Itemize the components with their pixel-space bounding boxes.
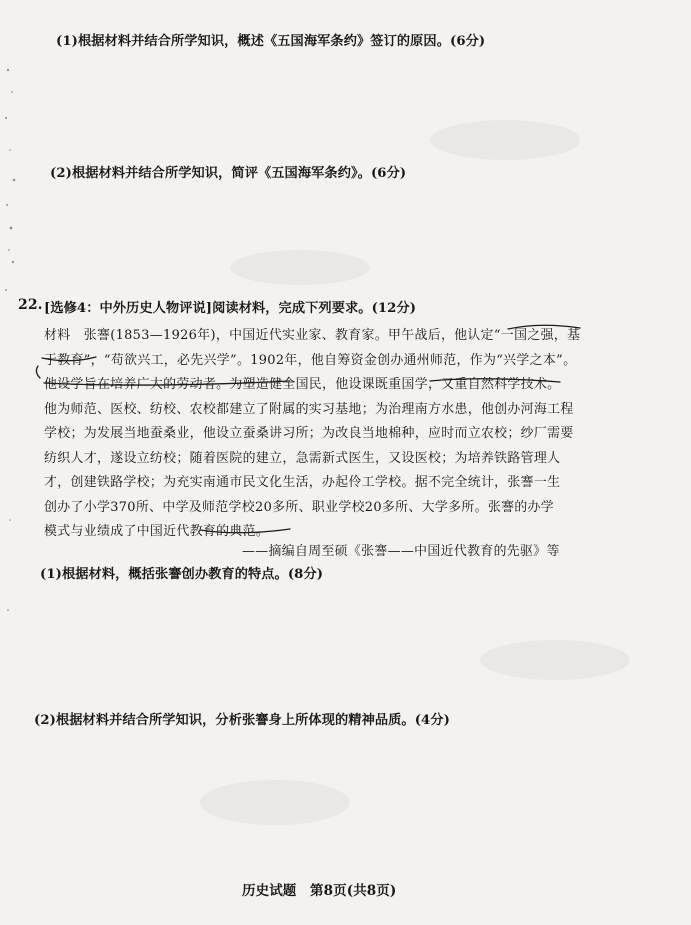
binding-edge-marks (0, 0, 28, 925)
material-line-1: 材料 张謇(1853—1926年)，中国近代实业家、教育家。甲午战后，他认定“一国之强，基 (44, 328, 581, 343)
material-line-8: 创办了小学370所、中学及师范学校20多所、职业学校20多所、大学多所。张謇的办学 (44, 500, 555, 515)
material-line-6: 纺织人才，遂设立纺校；随着医院的建立，急需新式医生，又设医校；为培养铁路管理人 (44, 451, 561, 466)
scan-smudge (230, 250, 370, 285)
material-line-3: 他设学旨在培养广大的劳动者。为塑造健全国民，他设课既重国学，又重自然科学技术。 (44, 377, 561, 392)
question-22-title: [选修4：中外历史人物评说]阅读材料，完成下列要求。(12分) (44, 301, 417, 316)
question-21-part1: (1)根据材料并结合所学知识，概述《五国海军条约》签订的原因。(6分) (56, 34, 486, 49)
material-line-9: 模式与业绩成了中国近代教育的典范。 (44, 524, 270, 539)
question-22-part1: (1)根据材料，概括张謇创办教育的特点。(8分) (40, 567, 324, 582)
question-22-number: 22. (18, 297, 43, 313)
material-line-4: 他为师范、医校、纺校、农校都建立了附属的实习基地；为治理南方水患，他创办河海工程 (44, 402, 574, 417)
scan-smudge (430, 120, 580, 160)
scan-smudge (200, 780, 350, 825)
scan-smudge (480, 640, 630, 680)
page-footer: 历史试题 第8页(共8页) (242, 883, 397, 899)
material-line-2: 于教育”，“苟欲兴工，必先兴学”。1902年，他自筹资金创办通州师范，作为“兴学之本”。 (44, 353, 577, 368)
material-line-5: 学校；为发展当地蚕桑业，他设立蚕桑讲习所；为改良当地棉种，应时而立农校；纱厂需要 (44, 426, 574, 441)
question-22-part2: (2)根据材料并结合所学知识，分析张謇身上所体现的精神品质。(4分) (34, 713, 450, 728)
material-line-7: 才，创建铁路学校；为充实南通市民文化生活，办起伶工学校。据不完全统计，张謇一生 (44, 475, 561, 490)
material-source: ——摘编自周至硕《张謇——中国近代教育的先驱》等 (242, 544, 560, 559)
question-21-part2: (2)根据材料并结合所学知识，简评《五国海军条约》。(6分) (50, 166, 407, 181)
